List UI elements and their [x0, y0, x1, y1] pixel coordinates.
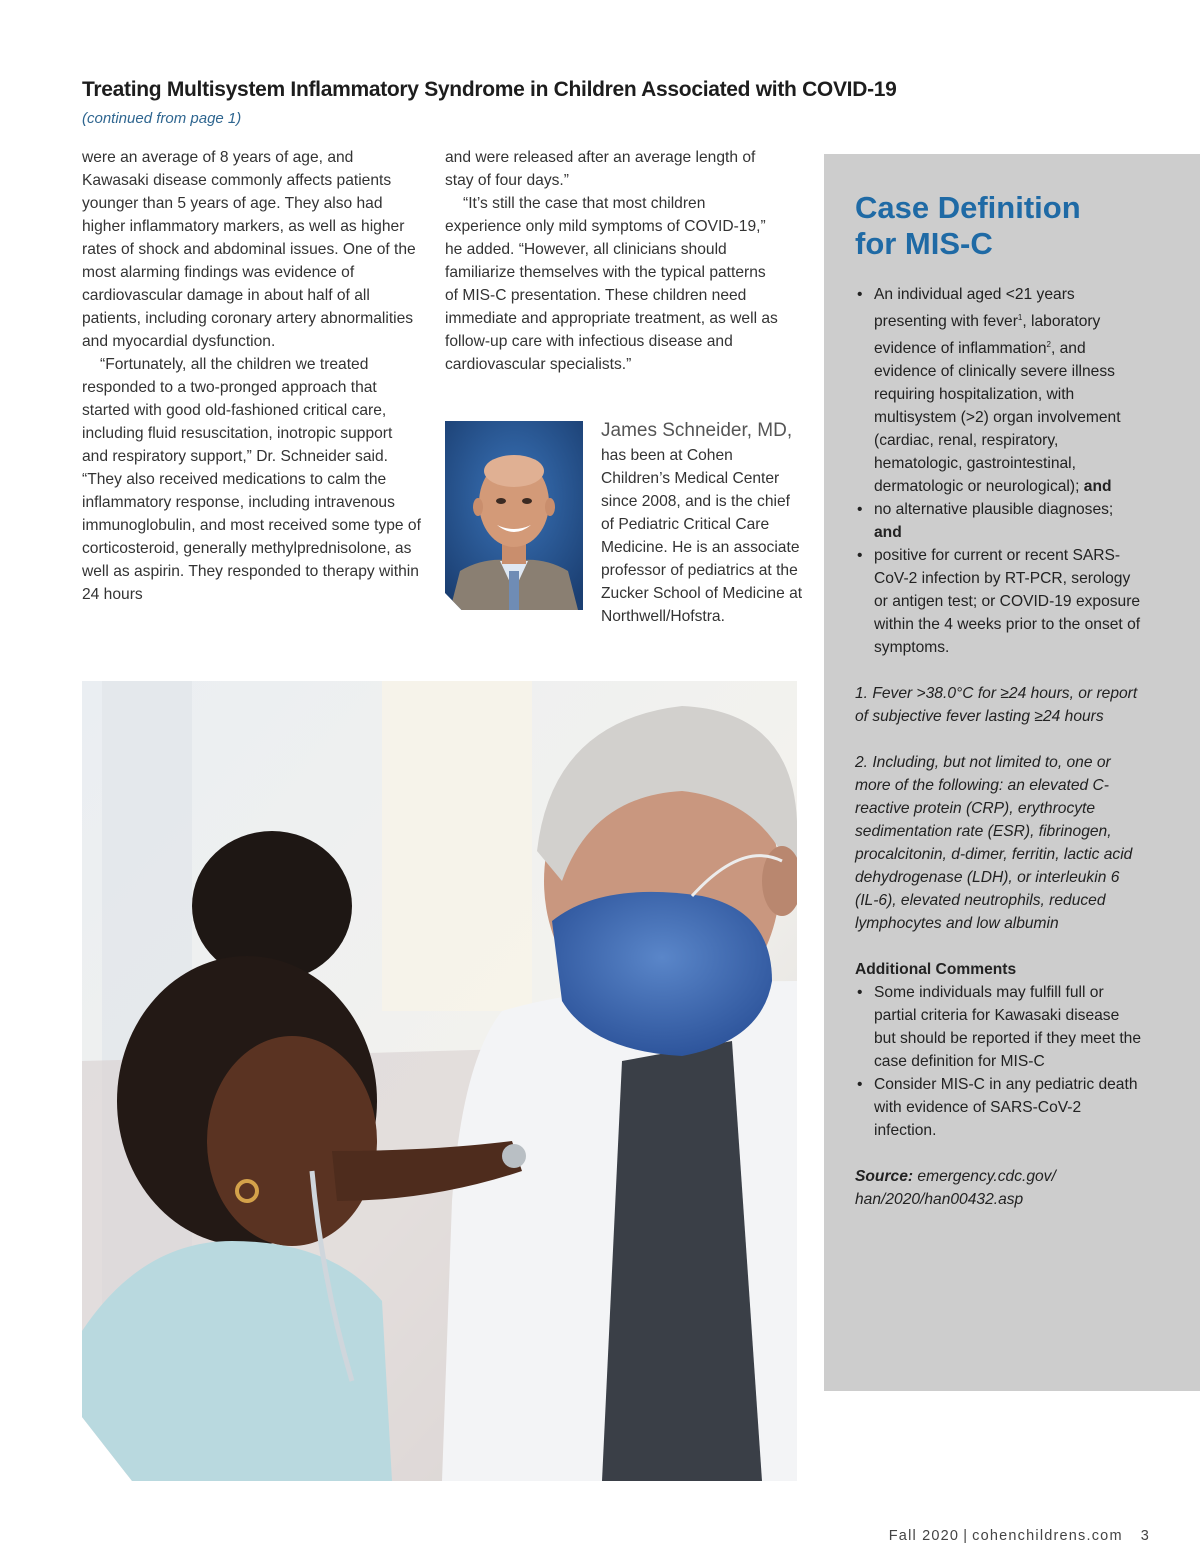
- source-label: Source:: [855, 1168, 914, 1186]
- comment-item: • Consider MIS-C in any pediatric death with evidence of SARS-CoV-2 infection.: [855, 1073, 1145, 1142]
- author-bio: [601, 418, 806, 628]
- criteria-item: [855, 283, 1145, 498]
- footnote-ref: 1: [1017, 313, 1023, 322]
- website-link[interactable]: cohenchildrens.com: [972, 1528, 1123, 1544]
- author-portrait: [445, 421, 583, 610]
- body-paragraph: and were released after an average length of stay of four days.”: [445, 149, 756, 189]
- footnote-1: 1. Fever >38.0°C for ≥24 hours, or report of subjective fever lasting ≥24 hours: [855, 685, 1138, 726]
- criteria-item: [855, 544, 1145, 659]
- body-paragraph: “It’s still the case that most children experience only mild symptoms of COVID-19,” he added. “However, all clinicians should familiarize themselves with the typical patterns of MIS-C presentation. These children need immediate and appropriate treatment, as well as follow-up care with infectious disease and cardiovascular specialists.”: [445, 195, 778, 373]
- issue-label: Fall 2020: [888, 1528, 960, 1544]
- sidebar-title: [855, 190, 1175, 262]
- page-number: 3: [1140, 1528, 1150, 1544]
- footer-divider: |: [963, 1528, 969, 1544]
- footnote-ref: 2: [1046, 340, 1051, 350]
- criteria-text: , laboratory evidence of inflammation: [874, 313, 1101, 358]
- additional-comments-list: [855, 981, 1145, 1142]
- page-footer: [889, 1528, 1150, 1544]
- criteria-conjunction: and: [1083, 478, 1112, 496]
- body-paragraph: were an average of 8 years of age, and Kawasaki disease commonly affects patients younger than 5 years of age. They also had higher inflammatory markers, as well as higher rates of shock and abdominal issues. One of the most alarming findings was evidence of cardiovascular damage in about half of all patients, including coronary artery abnormalities and myocardial dysfunction.: [82, 149, 416, 350]
- sidebar-body: [855, 283, 1145, 1211]
- additional-comments-heading: Additional Comments: [855, 961, 1017, 979]
- criteria-item: [855, 498, 1145, 544]
- author-bio-text: has been at Cohen Children’s Medical Center since 2008, and is the chief of Pediatric Critical Care Medicine. He is an associate professor of pediatrics at the Zucker School of Medicine at Northwell/Hofstra.: [601, 447, 803, 625]
- criteria-text: An individual aged <21 years presenting with fever: [874, 286, 1075, 331]
- source-citation: [855, 1165, 1145, 1211]
- comment-item: • Some individuals may fulfill full or partial criteria for Kawasaki disease but should be reported if they meet the case definition for MIS-C: [855, 981, 1145, 1073]
- body-column-1: [82, 146, 422, 606]
- source-url[interactable]: emergency.cdc.gov/ han/2020/han00432.asp: [855, 1168, 1056, 1209]
- criteria-text: , and evidence of clinically severe illness requiring hospitalization, with multisystem (>2) organ involvement (cardiac, renal, respiratory, hematologic, gastrointestinal, dermatologic or neurological);: [874, 340, 1121, 496]
- sidebar-title-line: Case Definition: [855, 190, 1081, 225]
- criteria-text: no alternative plausible diagnoses;: [874, 501, 1114, 519]
- criteria-text: positive for current or recent SARS-CoV-2 infection by RT-PCR, serology or antigen test; or COVID-19 exposure within the 4 weeks prior to the onset of symptoms.: [874, 547, 1141, 657]
- article-title: Treating Multisystem Inflammatory Syndrome in Children Associated with COVID-19: [82, 78, 897, 101]
- author-name: James Schneider, MD,: [601, 420, 793, 441]
- body-column-2: [445, 146, 780, 376]
- criteria-conjunction: and: [874, 524, 902, 542]
- continued-note: (continued from page 1): [82, 110, 242, 127]
- portrait-graphic: [445, 421, 583, 610]
- photo-graphic: [82, 681, 797, 1481]
- sidebar-title-line: for MIS-C: [855, 226, 993, 261]
- body-paragraph: “Fortunately, all the children we treated responded to a two-pronged approach that started with good old-fashioned critical care, including fluid resuscitation, inotropic support and respiratory support,” Dr. Schneider said. “They also received medications to calm the inflammatory response, including intravenous immunoglobulin, and most received some type of corticosteroid, generally methylprednisolone, as well as aspirin. They responded to therapy within 24 hours: [82, 356, 421, 603]
- footnote-2: 2. Including, but not limited to, one or more of the following: an elevated C-reactive protein (CRP), erythrocyte sedimentation rate (ESR), fibrinogen, procalcitonin, d-dimer, ferritin, lactic acid dehydrogenase (LDH), or interleukin 6 (IL-6), elevated neutrophils, reduced lymphocytes and low albumin: [855, 754, 1133, 933]
- doctor-child-photo: [82, 681, 797, 1481]
- criteria-list: [855, 283, 1145, 659]
